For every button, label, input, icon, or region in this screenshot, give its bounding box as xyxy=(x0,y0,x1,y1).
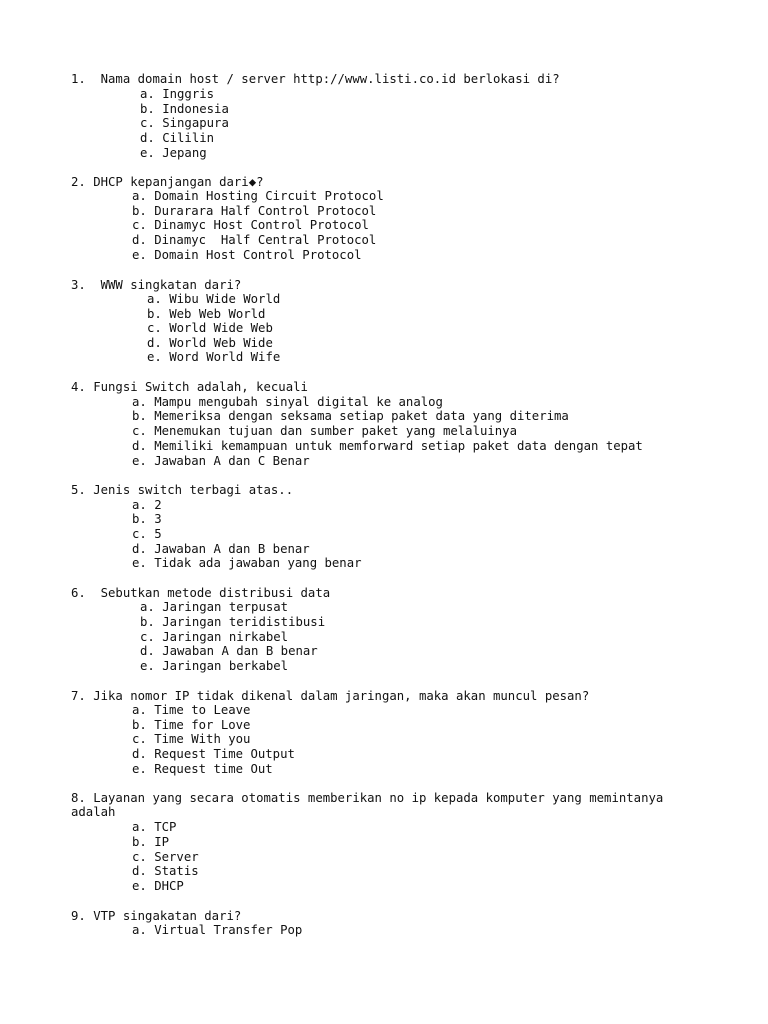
option-text: Cililin xyxy=(162,131,215,145)
option-letter: c. xyxy=(132,424,147,438)
option-4d xyxy=(132,439,643,454)
option-6d xyxy=(140,644,318,659)
question-number: 2. xyxy=(71,175,94,189)
option-text: Jaringan berkabel xyxy=(162,659,289,673)
question-text: DHCP kepanjangan dari◆? xyxy=(93,175,264,189)
question-8-continuation: adalah xyxy=(71,805,116,819)
option-text: Jawaban A dan B benar xyxy=(162,644,318,658)
option-letter: c. xyxy=(140,630,155,644)
option-2e xyxy=(132,248,362,263)
option-5a xyxy=(132,498,162,513)
option-letter: c. xyxy=(147,321,162,335)
option-letter: d. xyxy=(132,747,147,761)
option-7b xyxy=(132,718,250,733)
option-text: Memiliki kemampuan untuk memforward setiap paket data dengan tepat xyxy=(154,439,643,453)
option-text: Durarara Half Control Protocol xyxy=(154,204,377,218)
question-9 xyxy=(71,909,241,924)
option-letter: b. xyxy=(132,835,147,849)
option-9a xyxy=(132,923,302,938)
option-2a xyxy=(132,189,384,204)
option-letter: c. xyxy=(132,850,147,864)
option-text: DHCP xyxy=(154,879,184,893)
option-1a xyxy=(140,87,214,102)
option-text: IP xyxy=(154,835,170,849)
question-number: 8. xyxy=(71,791,94,805)
option-text: Mampu mengubah sinyal digital ke analog xyxy=(154,395,443,409)
option-text: World Wide Web xyxy=(169,321,273,335)
option-letter: d. xyxy=(147,336,162,350)
option-1c xyxy=(140,116,229,131)
option-letter: a. xyxy=(140,87,155,101)
option-text: Menemukan tujuan dan sumber paket yang melaluinya xyxy=(154,424,517,438)
question-7 xyxy=(71,689,589,704)
option-letter: c. xyxy=(132,732,147,746)
question-text: Jika nomor IP tidak dikenal dalam jaringan, maka akan muncul pesan? xyxy=(93,689,590,703)
question-5 xyxy=(71,483,293,498)
option-1e xyxy=(140,146,207,161)
option-letter: b. xyxy=(132,718,147,732)
option-letter: b. xyxy=(132,204,147,218)
option-letter: b. xyxy=(147,307,162,321)
option-letter: a. xyxy=(132,923,147,937)
option-1b xyxy=(140,102,229,117)
option-3a xyxy=(147,292,280,307)
option-text: Request time Out xyxy=(154,762,273,776)
question-text: Nama domain host / server http://www.listi.co.id berlokasi di? xyxy=(100,72,560,86)
option-letter: e. xyxy=(132,454,147,468)
option-8d xyxy=(132,864,199,879)
option-text: Server xyxy=(154,850,199,864)
option-text: Wibu Wide World xyxy=(169,292,281,306)
question-text: Sebutkan metode distribusi data xyxy=(100,586,331,600)
option-4a xyxy=(132,395,443,410)
option-letter: a. xyxy=(132,703,147,717)
option-5b xyxy=(132,512,162,527)
option-text: TCP xyxy=(154,820,177,834)
option-letter: b. xyxy=(140,615,155,629)
question-text: VTP singakatan dari? xyxy=(93,909,242,923)
option-1d xyxy=(140,131,214,146)
option-8a xyxy=(132,820,176,835)
option-7a xyxy=(132,703,250,718)
option-5c xyxy=(132,527,162,542)
option-text: Jawaban A dan B benar xyxy=(154,542,310,556)
option-text: Jaringan terpusat xyxy=(162,600,289,614)
option-text: Dinamyc Half Central Protocol xyxy=(154,233,377,247)
option-letter: d. xyxy=(140,644,155,658)
option-5d xyxy=(132,542,310,557)
option-letter: c. xyxy=(132,527,147,541)
option-letter: a. xyxy=(140,600,155,614)
option-6a xyxy=(140,600,288,615)
option-3e xyxy=(147,350,280,365)
option-letter: d. xyxy=(132,439,147,453)
option-letter: a. xyxy=(132,498,147,512)
option-text: Jaringan nirkabel xyxy=(162,630,289,644)
question-text: WWW singkatan dari? xyxy=(100,278,242,292)
option-text: World Web Wide xyxy=(169,336,273,350)
option-7d xyxy=(132,747,295,762)
option-letter: c. xyxy=(140,116,155,130)
option-letter: a. xyxy=(132,820,147,834)
option-letter: a. xyxy=(132,189,147,203)
option-8e xyxy=(132,879,184,894)
option-letter: e. xyxy=(140,146,155,160)
option-text: Jaringan teridistibusi xyxy=(162,615,326,629)
question-number: 7. xyxy=(71,689,94,703)
option-2d xyxy=(132,233,376,248)
option-letter: e. xyxy=(132,879,147,893)
option-text: Word World Wife xyxy=(169,350,281,364)
question-text: Layanan yang secara otomatis memberikan no ip kepada komputer yang memintanya xyxy=(93,791,664,805)
option-8b xyxy=(132,835,169,850)
question-4 xyxy=(71,380,308,395)
option-text: Time to Leave xyxy=(154,703,251,717)
option-text: 2 xyxy=(154,498,162,512)
option-letter: e. xyxy=(140,659,155,673)
question-text: Jenis switch terbagi atas.. xyxy=(93,483,294,497)
question-number: 4. xyxy=(71,380,94,394)
option-4c xyxy=(132,424,517,439)
option-letter: d. xyxy=(132,542,147,556)
question-text: Fungsi Switch adalah, kecuali xyxy=(93,380,308,394)
option-letter: d. xyxy=(132,864,147,878)
question-6 xyxy=(71,586,330,601)
option-3b xyxy=(147,307,265,322)
option-letter: d. xyxy=(132,233,147,247)
question-3 xyxy=(71,278,241,293)
option-text: Domain Hosting Circuit Protocol xyxy=(154,189,384,203)
option-letter: b. xyxy=(132,512,147,526)
option-4b xyxy=(132,409,569,424)
option-letter: e. xyxy=(132,762,147,776)
option-3d xyxy=(147,336,273,351)
option-text: Indonesia xyxy=(162,102,229,116)
question-number: 6. xyxy=(71,586,101,600)
option-text: Singapura xyxy=(162,116,229,130)
option-7e xyxy=(132,762,273,777)
option-2c xyxy=(132,218,369,233)
question-2 xyxy=(71,175,264,190)
option-text: Time for Love xyxy=(154,718,251,732)
option-text: Tidak ada jawaban yang benar xyxy=(154,556,362,570)
option-text: Jawaban A dan C Benar xyxy=(154,454,310,468)
option-letter: c. xyxy=(132,218,147,232)
option-8c xyxy=(132,850,199,865)
option-text: Web Web World xyxy=(169,307,266,321)
option-letter: e. xyxy=(147,350,162,364)
option-text: Memeriksa dengan seksama setiap paket data yang diterima xyxy=(154,409,569,423)
question-number: 3. xyxy=(71,278,101,292)
option-letter: e. xyxy=(132,556,147,570)
option-letter: a. xyxy=(147,292,162,306)
option-text: 5 xyxy=(154,527,162,541)
option-text: Statis xyxy=(154,864,199,878)
option-letter: e. xyxy=(132,248,147,262)
option-5e xyxy=(132,556,362,571)
option-text: Domain Host Control Protocol xyxy=(154,248,362,262)
option-4e xyxy=(132,454,310,469)
option-text: Time With you xyxy=(154,732,251,746)
option-6c xyxy=(140,630,288,645)
option-text: Request Time Output xyxy=(154,747,295,761)
option-letter: a. xyxy=(132,395,147,409)
option-text: 3 xyxy=(154,512,162,526)
option-6b xyxy=(140,615,325,630)
question-number: 5. xyxy=(71,483,94,497)
option-7c xyxy=(132,732,250,747)
option-text: Inggris xyxy=(162,87,215,101)
question-1 xyxy=(71,72,560,87)
option-letter: b. xyxy=(140,102,155,116)
option-6e xyxy=(140,659,288,674)
option-2b xyxy=(132,204,376,219)
option-text: Jepang xyxy=(162,146,207,160)
option-text: Virtual Transfer Pop xyxy=(154,923,303,937)
question-number: 1. xyxy=(71,72,101,86)
option-letter: d. xyxy=(140,131,155,145)
question-number: 9. xyxy=(71,909,94,923)
option-text: Dinamyc Host Control Protocol xyxy=(154,218,369,232)
question-8 xyxy=(71,791,663,806)
option-3c xyxy=(147,321,273,336)
option-letter: b. xyxy=(132,409,147,423)
